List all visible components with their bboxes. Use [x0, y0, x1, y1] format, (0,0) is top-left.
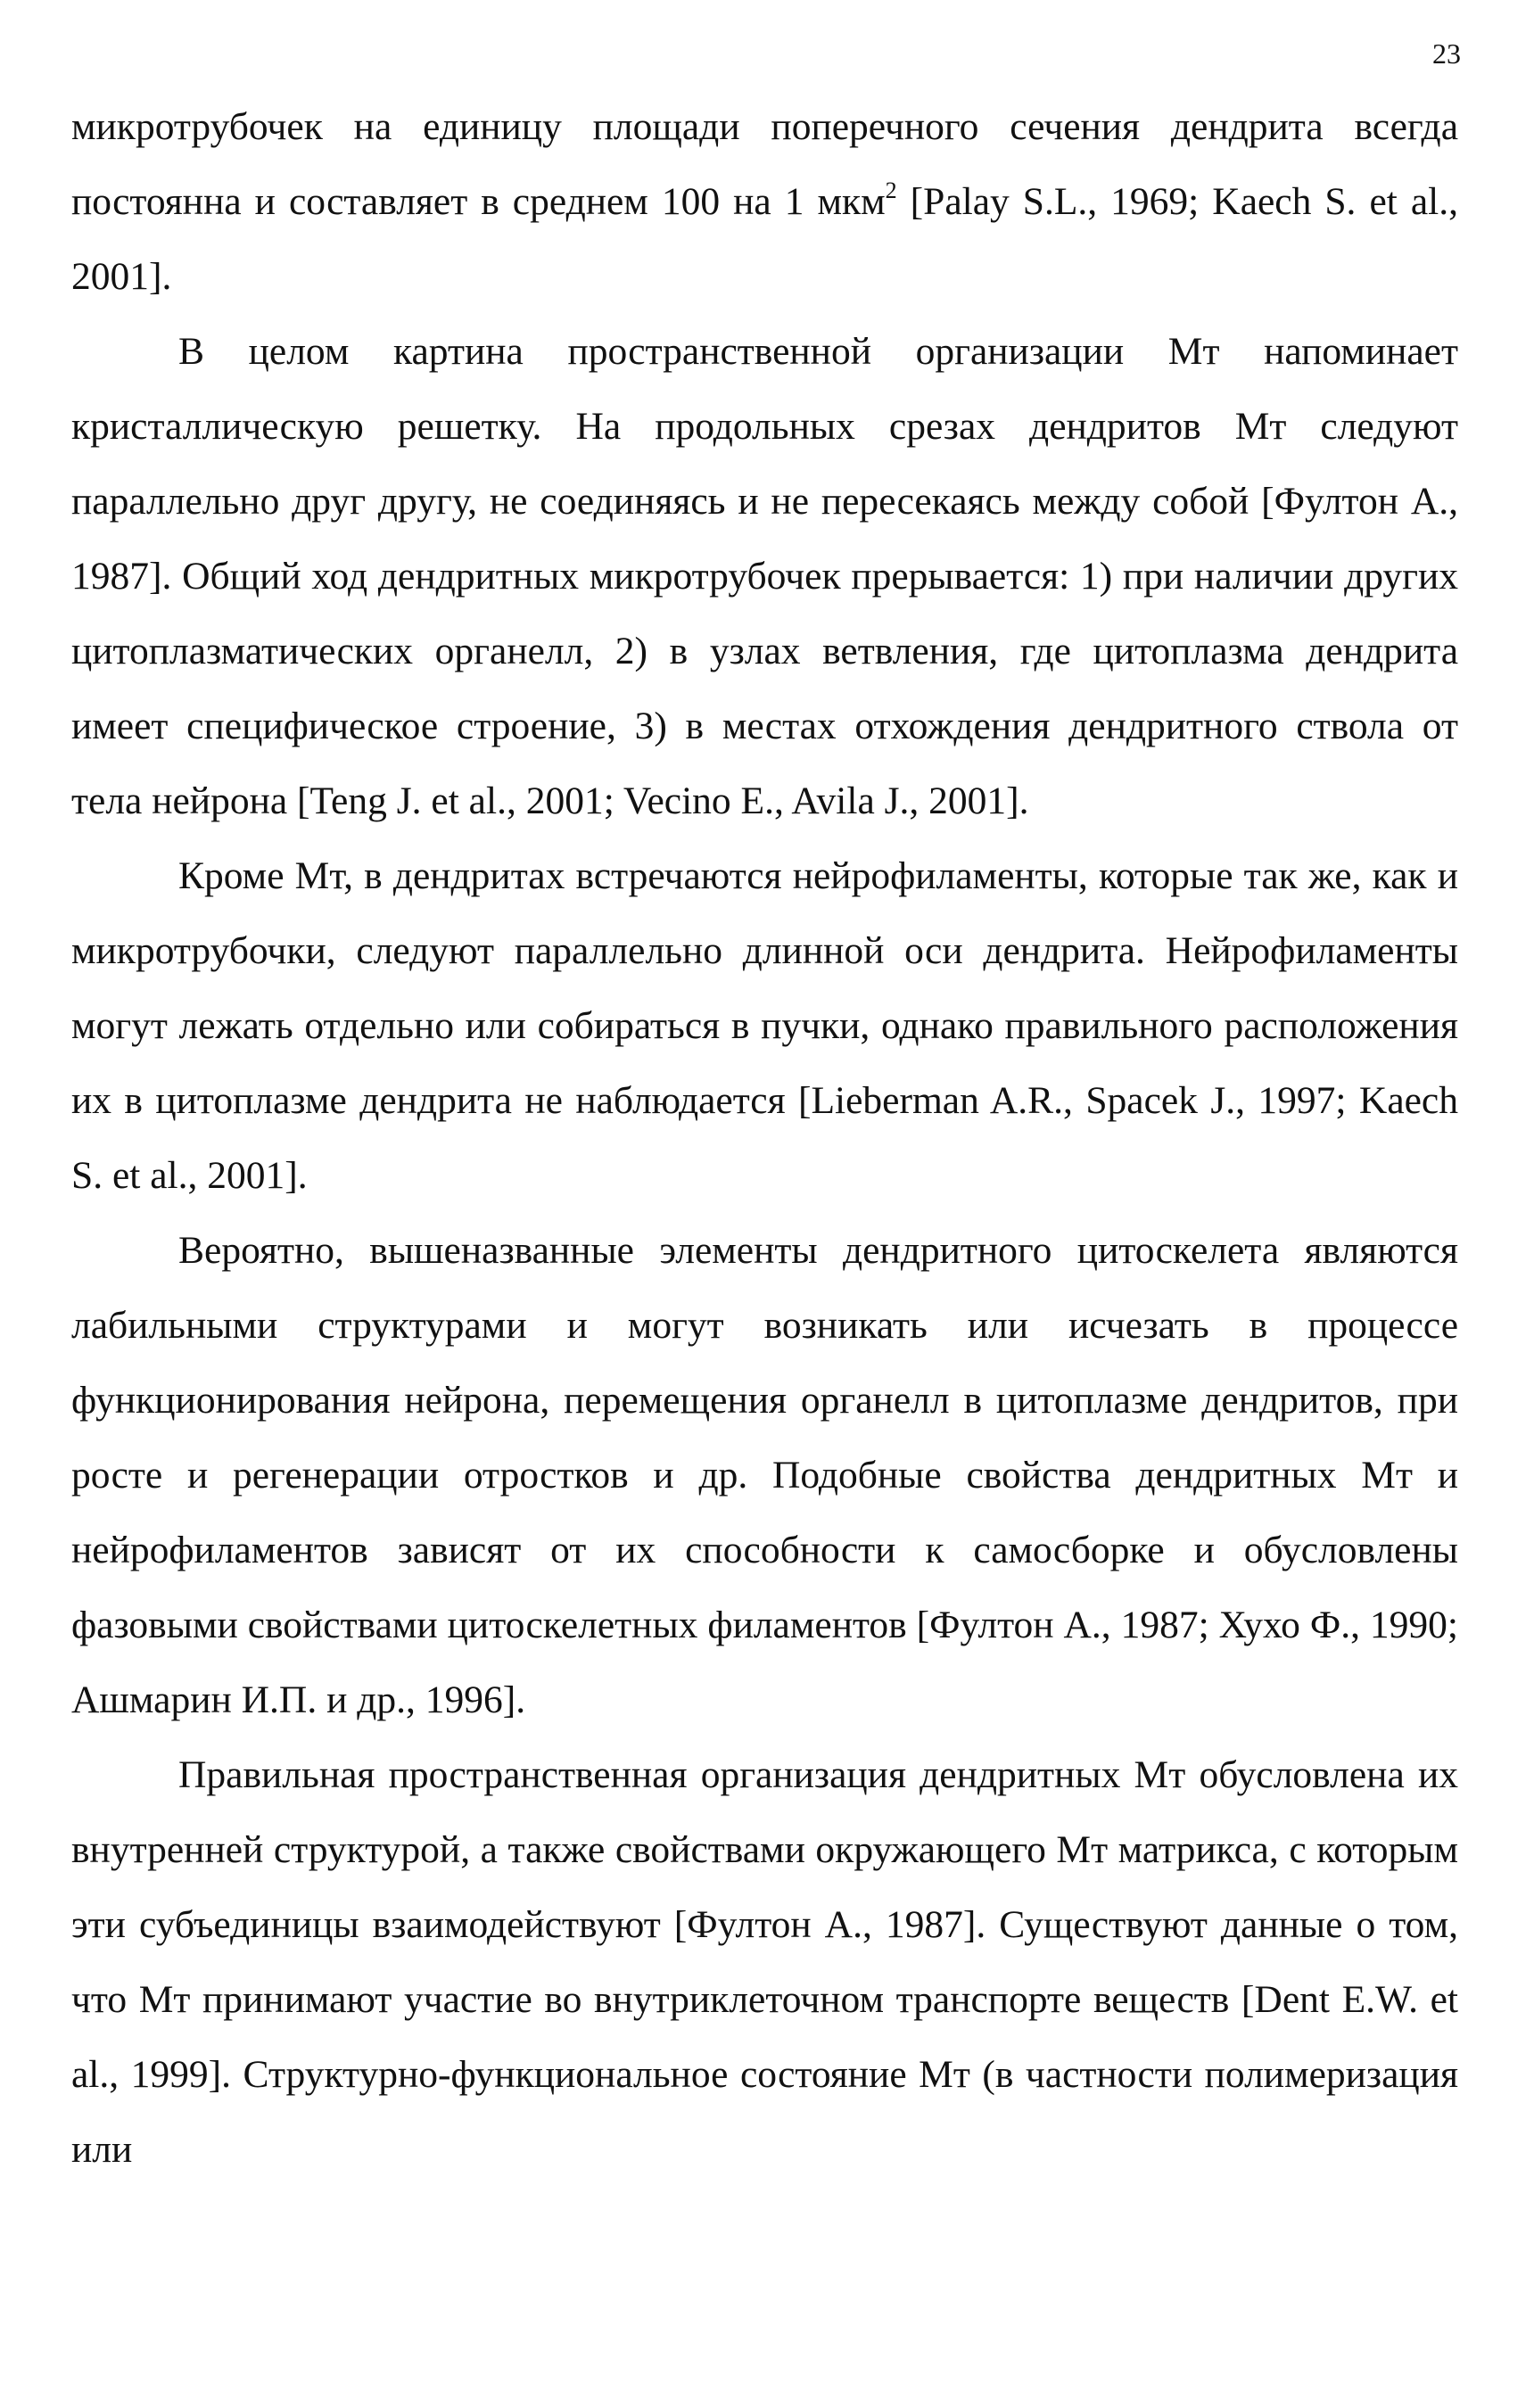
- document-body: [71, 89, 1458, 2187]
- paragraph-1-citation: [Palay S.L., 1969; Kaech S. et al., 2001].: [71, 180, 1458, 298]
- paragraph-4: Вероятно, вышеназванные элементы дендритного цитоскелета являются лабильными структурами и могут возникать или исчезать в процессе функционирования нейрона, перемещения органелл в цитоплазме дендритов, при росте и регенерации отростков и др. Подобные свойства дендритных Мт и нейрофиламентов зависят от их способности к самосборке и обусловлены фазовыми свойствами цитоскелетных филаментов [Фултон А., 1987; Хухо Ф., 1990; Ашмарин И.П. и др., 1996].: [71, 1229, 1458, 1721]
- paragraph-2: В целом картина пространственной организации Мт напоминает кристаллическую решетку. На продольных срезах дендритов Мт следуют параллельно друг другу, не соединяясь и не пересекаясь между собой [Фултон А., 1987]. Общий ход дендритных микротрубочек прерывается: 1) при наличии других цитоплазматических органелл, 2) в узлах ветвления, где цитоплазма дендрита имеет специфическое строение, 3) в местах отхождения дендритного ствола от тела нейрона [Teng J. et al., 2001; Vecino E., Avila J., 2001].: [71, 330, 1458, 822]
- superscript-2: 2: [885, 177, 897, 203]
- paragraph-5: Правильная пространственная организация дендритных Мт обусловлена их внутренней структурой, а также свойствами окружающего Мт матрикса, с которым эти субъединицы взаимодействуют [Фултон А., 1987]. Существуют данные о том, что Мт принимают участие во внутриклеточном транспорте веществ [Dent E.W. et al., 1999]. Структурно-функциональное состояние Мт (в частности полимеризация или: [71, 1753, 1458, 2171]
- paragraph-1: [71, 89, 1458, 314]
- page-number: 23: [1432, 37, 1461, 70]
- paragraph-1-text: микротрубочек на единицу площади поперечного сечения дендрита всегда постоянна и составляет в среднем 100 на 1 мкм: [71, 105, 1458, 223]
- paragraph-3: Кроме Мт, в дендритах встречаются нейрофиламенты, которые так же, как и микротрубочки, следуют параллельно длинной оси дендрита. Нейрофиламенты могут лежать отдельно или собираться в пучки, однако правильного расположения их в цитоплазме дендрита не наблюдается [Lieberman A.R., Spacek J., 1997; Kaech S. et al., 2001].: [71, 854, 1458, 1197]
